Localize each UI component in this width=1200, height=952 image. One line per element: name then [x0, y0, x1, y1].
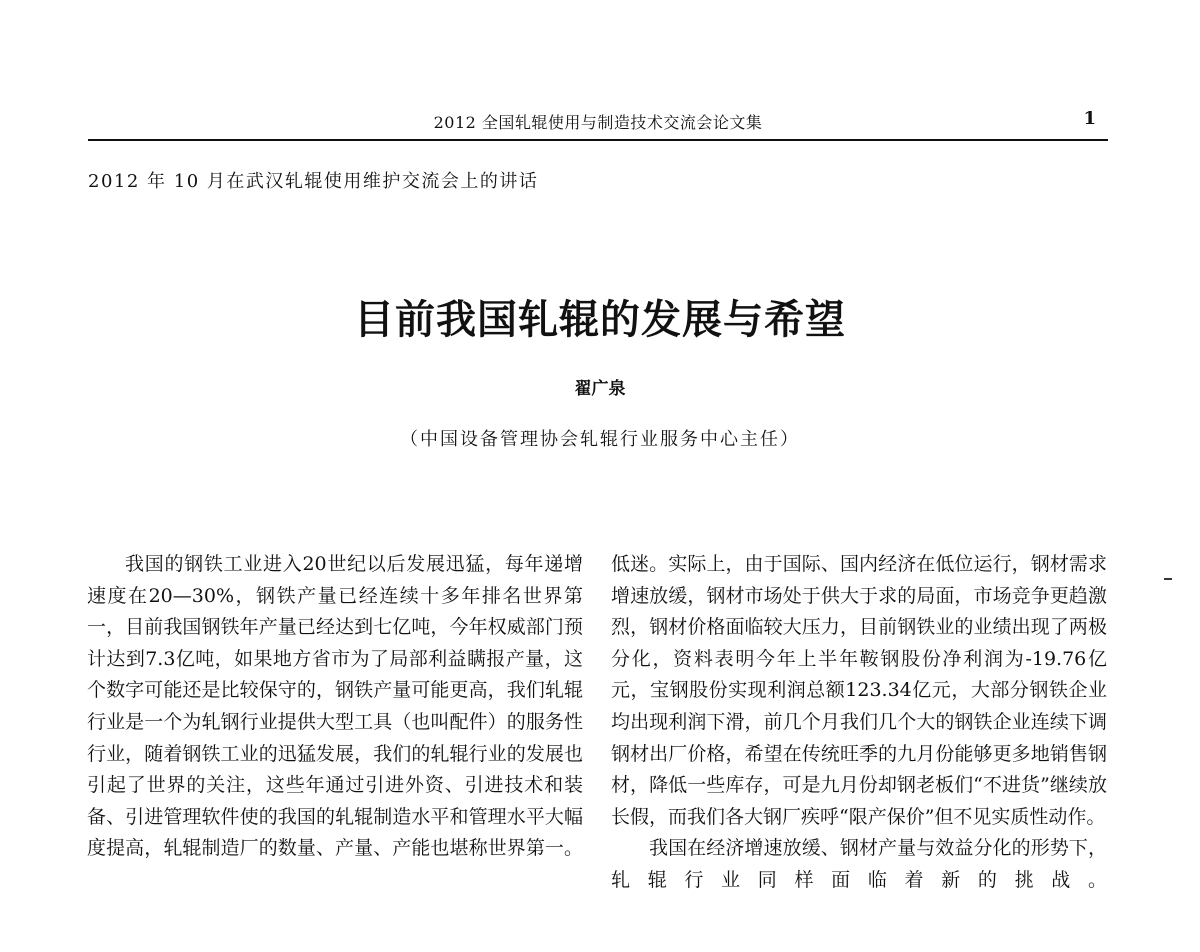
- scan-artifact-mark: [1164, 578, 1172, 580]
- author-name: 翟广泉: [574, 379, 626, 399]
- body-paragraph: 我国在经济增速放缓、钢材产量与效益分化的形势下，轧辊行业同样面临着新的挑战。: [611, 837, 1107, 891]
- author-affiliation: （中国设备管理协会轧辊行业服务中心主任）: [400, 429, 800, 450]
- header-rule: [88, 139, 1108, 141]
- running-header: [88, 106, 1108, 136]
- body-column-left: [87, 549, 583, 865]
- page-number: 1: [1083, 108, 1096, 129]
- body-column-right: [611, 549, 1107, 897]
- speech-note: 2012 年 10 月在武汉轧辊使用维护交流会上的讲话: [88, 171, 539, 192]
- body-paragraph: 低迷。实际上，由于国际、国内经济在低位运行，钢材需求增速放缓，钢材市场处于供大于求的局面，市场竞争更趋激烈，钢材价格面临较大压力，目前钢铁业的业绩出现了两极分化，资料表明今年上半年鞍钢股份净利润为-19.76亿元，宝钢股份实现利润总额123.34亿元，大部分钢铁企业均出现利润下滑，前几个月我们几个大的钢铁企业连续下调钢材出厂价格，希望在传统旺季的九月份能够更多地销售钢材，降低一些库存，可是九月份却钢老板们“不进货”继续放长假，而我们各大钢厂疾呼“限产保价”但不见实质性动作。: [611, 553, 1107, 828]
- body-paragraph: 我国的钢铁工业进入20世纪以后发展迅猛，每年递增速度在20—30%，钢铁产量已经连续十多年排名世界第一，目前我国钢铁年产量已经达到七亿吨，今年权威部门预计达到7.3亿吨，如果地方省市为了局部利益瞒报产量，这个数字可能还是比较保守的，钢铁产量可能更高，我们轧辊行业是一个为轧钢行业提供大型工具（也叫配件）的服务性行业，随着钢铁工业的迅猛发展，我们的轧辊行业的发展也引起了世界的关注，这些年通过引进外资、引进技术和装备、引进管理软件使的我国的轧辊制造水平和管理水平大幅度提高，轧辊制造厂的数量、产量、产能也堪称世界第一。: [87, 553, 583, 860]
- running-title: 2012 全国轧辊使用与制造技术交流会论文集: [433, 113, 763, 132]
- article-title: 目前我国轧辊的发展与希望: [354, 297, 846, 343]
